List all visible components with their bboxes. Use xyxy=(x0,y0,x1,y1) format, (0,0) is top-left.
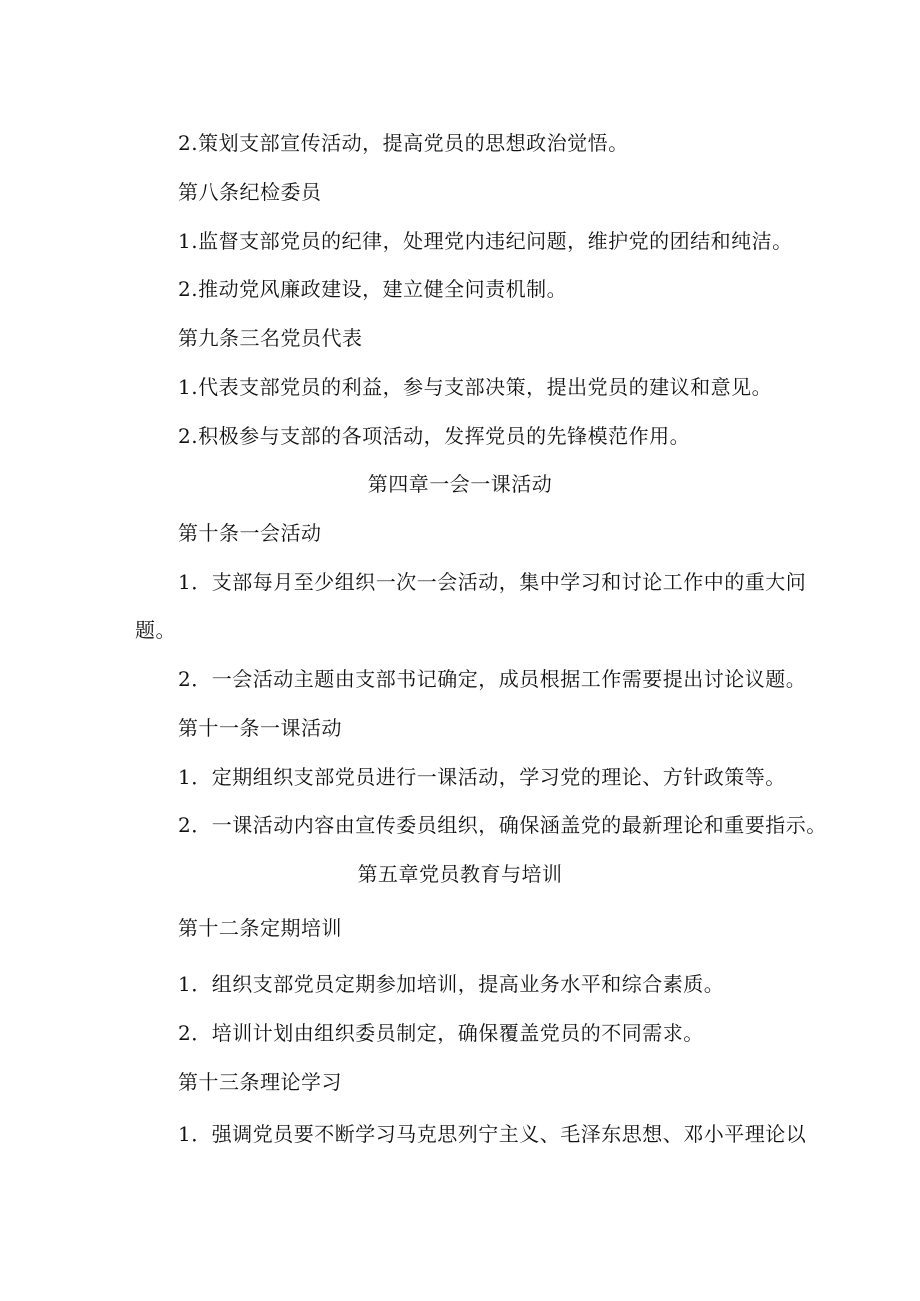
paragraph-item: 2．培训计划由组织委员制定，确保覆盖党员的不同需求。 xyxy=(178,1021,704,1045)
article-heading: 第八条纪检委员 xyxy=(178,180,322,204)
paragraph-item: 1．支部每月至少组织一次一会活动，集中学习和讨论工作中的重大问 xyxy=(178,570,807,594)
paragraph-item: 2．一会活动主题由支部书记确定，成员根据工作需要提出讨论议题。 xyxy=(178,667,807,691)
chapter-heading: 第五章党员教育与培训 xyxy=(357,862,563,886)
paragraph-item: 2．一课活动内容由宣传委员组织，确保涵盖党的最新理论和重要指示。 xyxy=(178,813,827,837)
paragraph-item: 1.监督支部党员的纪律，处理党内违纪问题，维护党的团结和纯洁。 xyxy=(178,229,793,253)
paragraph-item: 1．强调党员要不断学习马克思列宁主义、毛泽东思想、邓小平理论以 xyxy=(178,1122,807,1146)
article-heading: 第九条三名党员代表 xyxy=(178,326,363,350)
article-heading: 第十条一会活动 xyxy=(178,521,322,545)
paragraph-item: 1.代表支部党员的利益，参与支部决策，提出党员的建议和意见。 xyxy=(178,375,773,399)
paragraph-item: 2.推动党风廉政建设，建立健全问责机制。 xyxy=(178,277,568,301)
article-heading: 第十一条一课活动 xyxy=(178,716,342,740)
article-heading: 第十二条定期培训 xyxy=(178,916,342,940)
paragraph-item: 2.积极参与支部的各项活动，发挥党员的先锋模范作用。 xyxy=(178,424,691,448)
paragraph-item: 2.策划支部宣传活动，提高党员的思想政治觉悟。 xyxy=(178,131,629,155)
chapter-heading: 第四章一会一课活动 xyxy=(367,472,553,496)
paragraph-item: 1．定期组织支部党员进行一课活动，学习党的理论、方针政策等。 xyxy=(178,765,786,789)
paragraph-continuation: 题。 xyxy=(135,618,176,642)
article-heading: 第十三条理论学习 xyxy=(178,1070,342,1094)
paragraph-item: 1．组织支部党员定期参加培训，提高业务水平和综合素质。 xyxy=(178,972,725,996)
